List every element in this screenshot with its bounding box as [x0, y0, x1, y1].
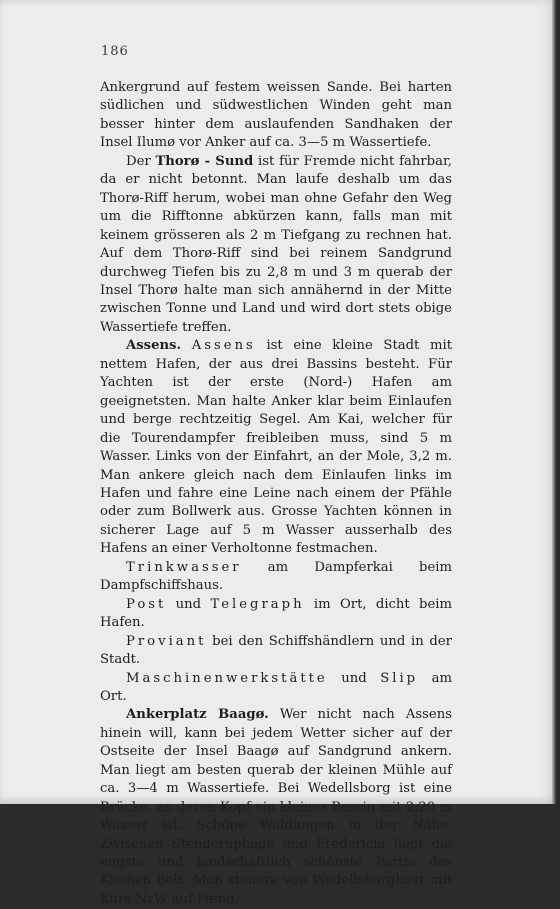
- paragraph: [100, 337, 452, 558]
- body-text: [100, 79, 452, 909]
- paragraph: [100, 633, 452, 670]
- paragraph: [100, 706, 452, 909]
- bold-heading: Assens.: [126, 338, 182, 354]
- text-run: [181, 338, 192, 353]
- spaced-emphasis: Post: [126, 596, 167, 612]
- spaced-emphasis: Maschinenwerkstätte: [126, 670, 328, 686]
- spaced-emphasis: Trinkwasser: [126, 559, 242, 575]
- text-run: und: [327, 670, 381, 686]
- paragraph: [100, 79, 452, 153]
- text-run: ist eine kleine Stadt mit nettem Hafen, der aus drei Bassins besteht. Für Yachten ist der erste (Nord-) Hafen am geeignetsten. Man halte Anker klar beim Einlaufen und berge rechtzeitig Segel. Am Kai, welcher für die Tourendampfer freibleiben muss, sind 5 m Wasser. Links von der Einfahrt, an der Mole, 3,2 m. Man ankere gleich nach dem Einlaufen links im Hafen und fahre eine Leine nach einem der Pfähle oder zum Bollwerk aus. Grosse Yachten können in sicherer Lage auf 5 m Wasser ausserhalb des Hafens an einer Verholtonne festmachen.: [100, 338, 452, 557]
- spaced-emphasis: Telegraph: [210, 596, 305, 612]
- text-run: Ankergrund auf festem weissen Sande. Bei harten südlichen und südwestlichen Winden geht man besser hinter dem auslaufenden Sandhaken der Insel Ilumø vor Anker auf ca. 3—5 m Wassertiefe.: [100, 80, 452, 151]
- text-run: am Dampferkai beim Dampfschiffshaus.: [100, 559, 452, 594]
- text-run: ist für Fremde nicht fahrbar, da er nicht betonnt. Man laufe deshalb um das Thorø-Riff herum, wobei man ohne Gefahr den Weg um die Rifftonne abkürzen kann, falls man mit keinem grösseren als 2 m Tiefgang zu rechnen hat. Auf dem Thorø-Riff sind bei reinem Sandgrund durchweg Tiefen bis zu 2,8 m und 3 m querab der Insel Thorø halte man sich annähernd in der Mitte zwischen Tonne und Land und wird dort stets obige Wassertiefe treffen.: [100, 153, 452, 335]
- spaced-emphasis: Proviant: [126, 633, 207, 649]
- text-run: bei den Schiffshändlern und in der Stadt.: [100, 633, 452, 668]
- text-run: im Ort, dicht beim Hafen.: [100, 596, 453, 631]
- text-run: am Ort.: [100, 670, 453, 704]
- spaced-emphasis: Slip: [380, 670, 419, 686]
- text-run: und: [166, 596, 211, 612]
- paragraph: [100, 596, 452, 633]
- text-run: Wer nicht nach Assens hinein will, kann bei jedem Wetter sicher auf der Ostseite der Insel Baagø auf Sandgrund ankern. Man liegt am besten querab der kleinen Mühle auf ca. 3—4 m Wassertiefe. Bei Wedellsborg ist eine Brücke, an deren Kopf ein kleines Bassin mit 2,20 m Wasser ist. Schöne Waldungen in der Nähe. Zwischen Stenderuphage und Fredericia liegt die engste und landschaftlich schönste Partie des Kleinen Belt. Man steuere von Wedellsborghøvt mit Kurs NzW auf Fænø.: [100, 707, 452, 907]
- text-run: Der: [126, 153, 156, 169]
- page-number: 186: [101, 44, 129, 59]
- bold-heading: Thorø - Sund: [155, 153, 254, 169]
- paragraph: [100, 559, 452, 596]
- paragraph: [100, 153, 452, 338]
- spaced-emphasis: Assens: [191, 338, 256, 354]
- paragraph: [100, 670, 452, 707]
- page-edge-shadow: [552, 0, 556, 804]
- bold-heading: Ankerplatz Baagø.: [126, 707, 269, 723]
